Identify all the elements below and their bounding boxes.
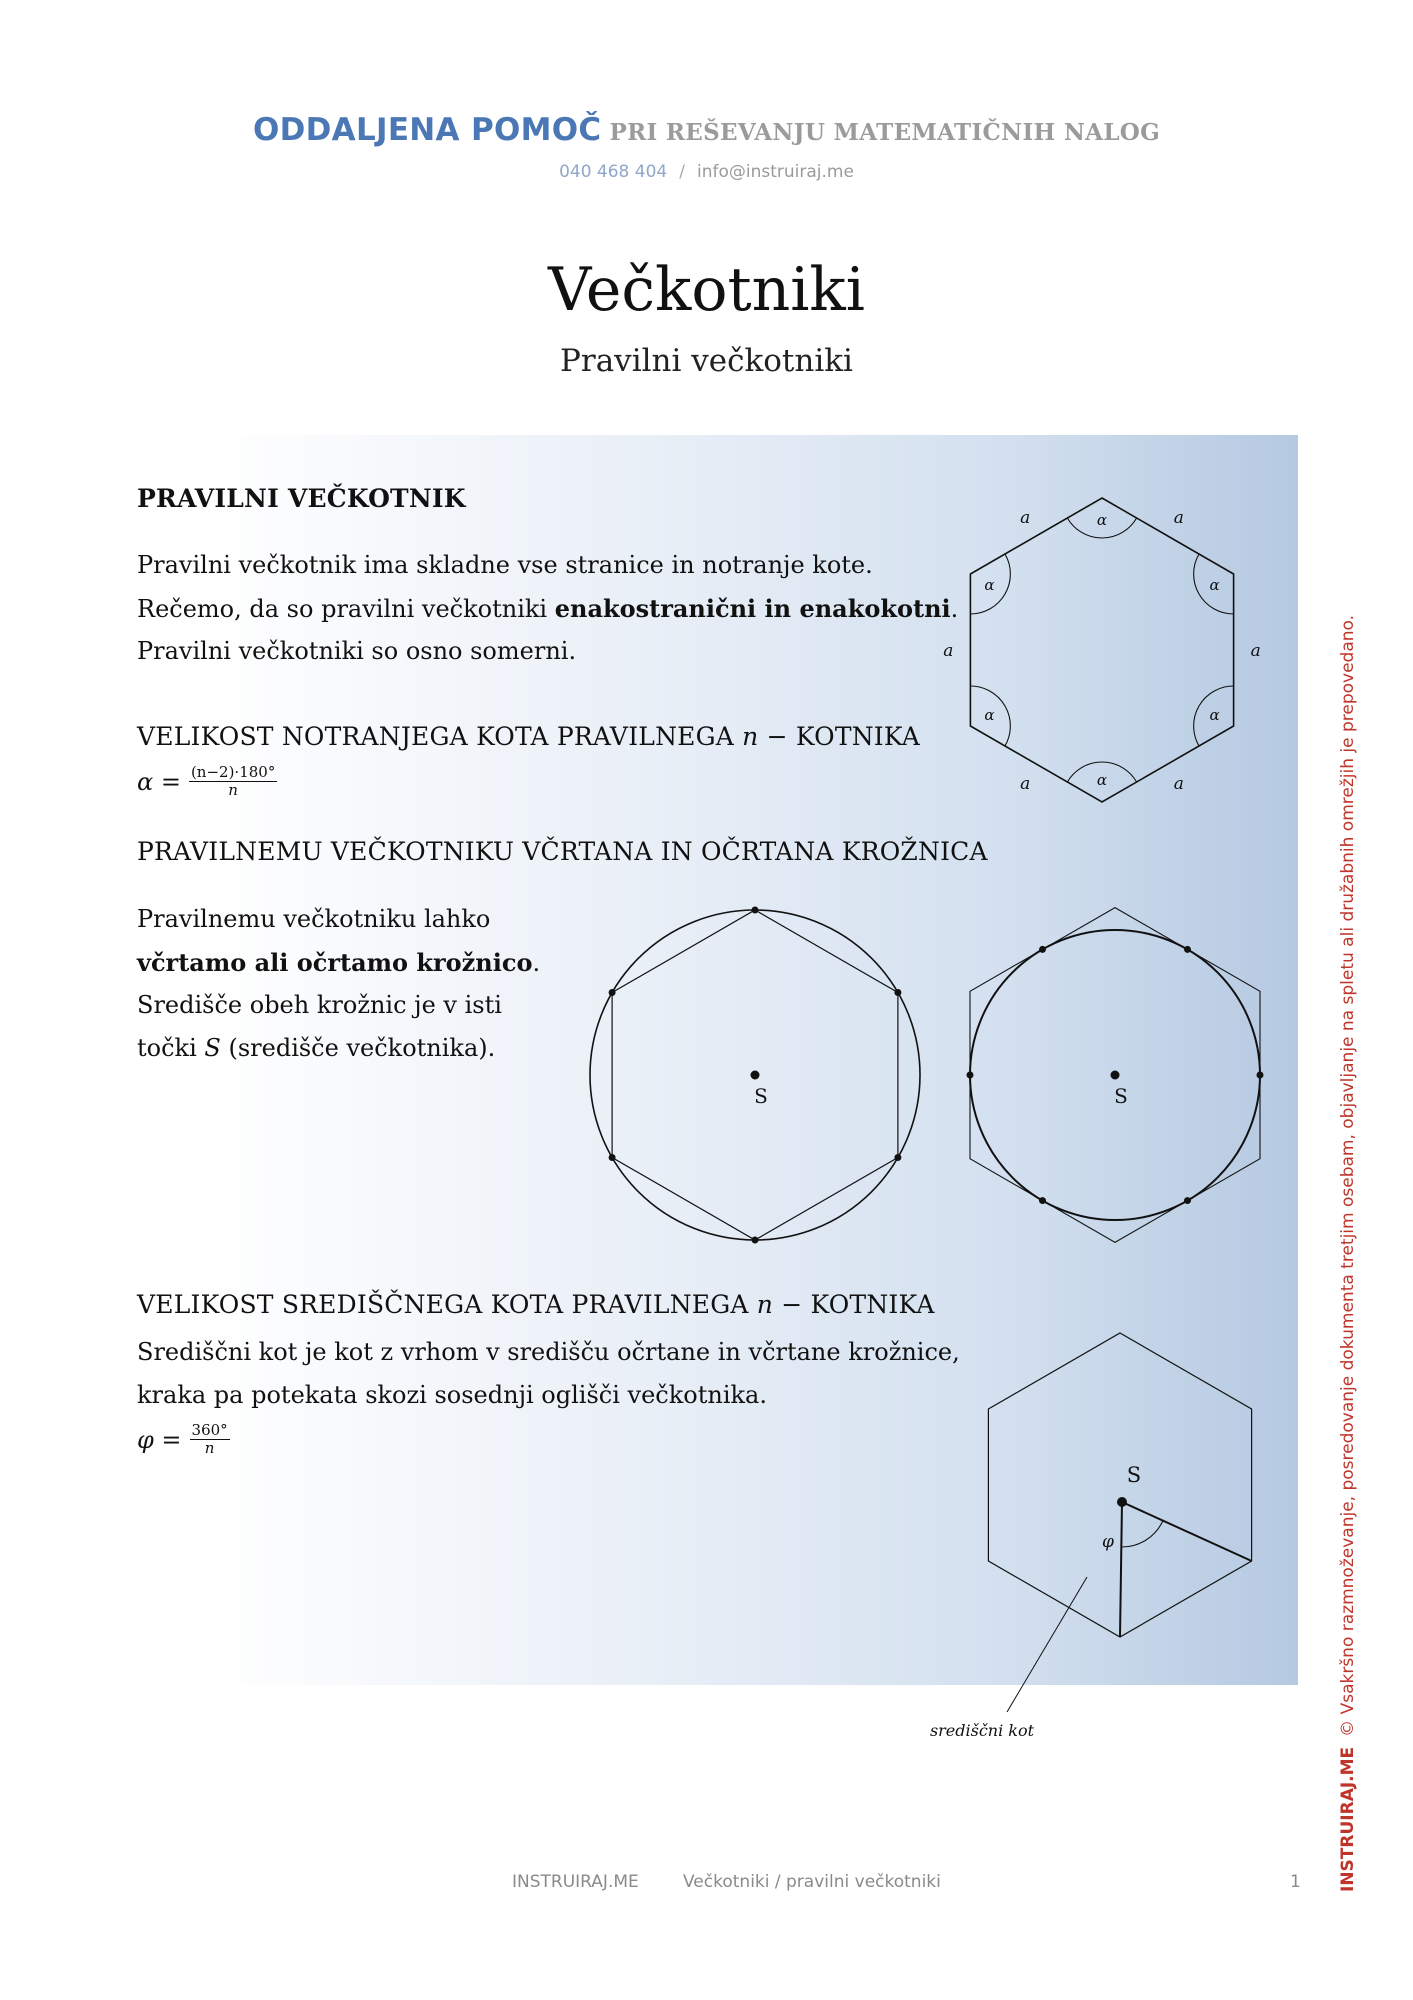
center-label-s: S — [1114, 1084, 1128, 1108]
section4-heading-post: − KOTNIKA — [773, 1290, 935, 1319]
vertex-point — [894, 989, 901, 996]
header-contact — [0, 162, 1413, 182]
tangent-point — [1184, 1197, 1191, 1204]
center-point — [751, 1071, 760, 1080]
section1-line3: Pravilni večkotniki so osno somerni. — [137, 637, 577, 665]
section3-line4 — [137, 1027, 495, 1070]
angle-label-phi: φ — [1102, 1532, 1114, 1552]
side-label-a: a — [943, 641, 954, 661]
tangent-point — [1184, 946, 1191, 953]
vertex-point — [609, 1154, 616, 1161]
header-tagline: PRI REŠEVANJU MATEMATIČNIH NALOG — [609, 119, 1161, 146]
tangent-point — [1039, 1197, 1046, 1204]
copyright-notice — [1338, 614, 1358, 1892]
formula-alpha-lhs: α = — [137, 767, 181, 796]
copyright-text: © Vsakršno razmnoževanje, posredovanje dokumenta tretjim osebam, objavljanje na spletu ali družabnih omrežjih je prepovedano. — [1338, 614, 1358, 1737]
section1-line2-post: . — [950, 595, 959, 623]
side-label-a: a — [1020, 774, 1031, 795]
center-label-s: S — [1126, 1463, 1142, 1487]
section1-line2-pre: Rečemo, da so pravilni večkotniki — [137, 595, 555, 623]
page-title: Večkotniki — [548, 255, 865, 325]
section3-line4-pre: točki — [137, 1034, 205, 1062]
caption-pointer-line — [1007, 1577, 1087, 1712]
formula-phi-denominator: n — [204, 1439, 215, 1457]
vertex-point — [609, 989, 616, 996]
center-point — [1117, 1497, 1127, 1507]
formula-alpha-fraction — [189, 764, 277, 799]
section3-line4-post: (središče večkotnika). — [220, 1034, 496, 1062]
footer-page-number: 1 — [1290, 1872, 1301, 1892]
header-brand: ODDALJENA POMOČ — [252, 112, 602, 148]
formula-phi-numerator: 360° — [191, 1421, 228, 1439]
hexagon-outline — [970, 498, 1233, 802]
copyright-brand: INSTRUIRAJ.ME — [1338, 1746, 1358, 1892]
vertex-point — [894, 1154, 901, 1161]
side-label-a: a — [1250, 641, 1261, 661]
section1-line2 — [137, 587, 958, 631]
inscribed-circle-figure — [950, 890, 1280, 1260]
section3-line2-post: . — [532, 949, 541, 977]
section3-line4-var: S — [204, 1034, 221, 1062]
tangent-point — [967, 1072, 974, 1079]
header-phone: 040 468 404 — [559, 162, 668, 182]
formula-alpha-denominator: n — [228, 781, 238, 799]
circumscribed-circle-figure — [575, 900, 935, 1250]
page-subtitle: Pravilni večkotniki — [560, 343, 853, 379]
side-label-a: a — [1020, 507, 1031, 528]
angle-label-alpha: α — [984, 706, 995, 724]
central-angle-formula — [137, 1422, 230, 1457]
section3-line3: Središče obeh krožnic je v isti — [137, 991, 502, 1019]
central-angle-arc — [1121, 1521, 1163, 1547]
central-angle-figure — [929, 1320, 1300, 1740]
section2-heading-post: − KOTNIKA — [758, 722, 920, 751]
section-heading-central-angle — [137, 1290, 935, 1319]
section-heading-inscribed-circumscribed: PRAVILNEMU VEČKOTNIKU VČRTANA IN OČRTANA KROŽNICA — [137, 837, 988, 866]
interior-angle-formula — [137, 764, 277, 799]
formula-phi-lhs: φ = — [137, 1425, 182, 1454]
central-angle-ray — [1122, 1502, 1252, 1561]
section4-line2: kraka pa potekata skozi sosednji oglišči večkotnika. — [137, 1381, 767, 1409]
hexagon-angles-figure — [940, 490, 1280, 810]
section1-line1: Pravilni večkotnik ima skladne vse stranice in notranje kote. — [137, 551, 873, 579]
footer-site: INSTRUIRAJ.ME — [512, 1872, 639, 1892]
central-angle-ray — [1120, 1502, 1122, 1637]
section2-heading-pre: VELIKOST NOTRANJEGA KOTA PRAVILNEGA — [137, 722, 743, 751]
angle-label-alpha: α — [1096, 511, 1108, 529]
section1-line2-bold: enakostranični in enakokotni — [554, 594, 951, 623]
section3-line2-bold: včrtamo ali očrtamo krožnico — [137, 948, 533, 977]
section2-heading-var: n — [742, 722, 759, 751]
section3-line2 — [137, 941, 540, 985]
header-title — [0, 112, 1413, 148]
section-heading-interior-angle — [137, 722, 920, 751]
section4-line1: Središčni kot je kot z vrhom v središču očrtane in včrtane krožnice, — [137, 1338, 960, 1366]
angle-label-alpha: α — [984, 576, 995, 594]
angle-label-alpha: α — [1209, 706, 1220, 724]
section3-line1: Pravilnemu večkotniku lahko — [137, 905, 491, 933]
side-label-a: a — [1173, 507, 1184, 528]
center-point — [1111, 1071, 1120, 1080]
tangent-point — [1257, 1072, 1264, 1079]
formula-phi-fraction — [190, 1422, 230, 1457]
caption-central-angle: središčni kot — [929, 1721, 1035, 1740]
tangent-point — [1039, 946, 1046, 953]
header-email: info@instruiraj.me — [696, 162, 854, 182]
center-label-s: S — [754, 1084, 768, 1108]
vertex-point — [752, 1237, 759, 1244]
vertex-point — [752, 907, 759, 914]
angle-label-alpha: α — [1096, 771, 1108, 789]
angle-label-alpha: α — [1209, 576, 1220, 594]
section4-heading-var: n — [756, 1290, 774, 1319]
footer-breadcrumb: Večkotniki / pravilni večkotniki — [683, 1872, 941, 1892]
section-heading-regular-polygon: PRAVILNI VEČKOTNIK — [137, 484, 466, 513]
formula-alpha-numerator: (n−2)·180° — [190, 763, 276, 781]
section4-heading-pre: VELIKOST SREDIŠČNEGA KOTA PRAVILNEGA — [137, 1290, 757, 1319]
header-separator: / — [679, 162, 685, 182]
side-label-a: a — [1173, 774, 1184, 795]
